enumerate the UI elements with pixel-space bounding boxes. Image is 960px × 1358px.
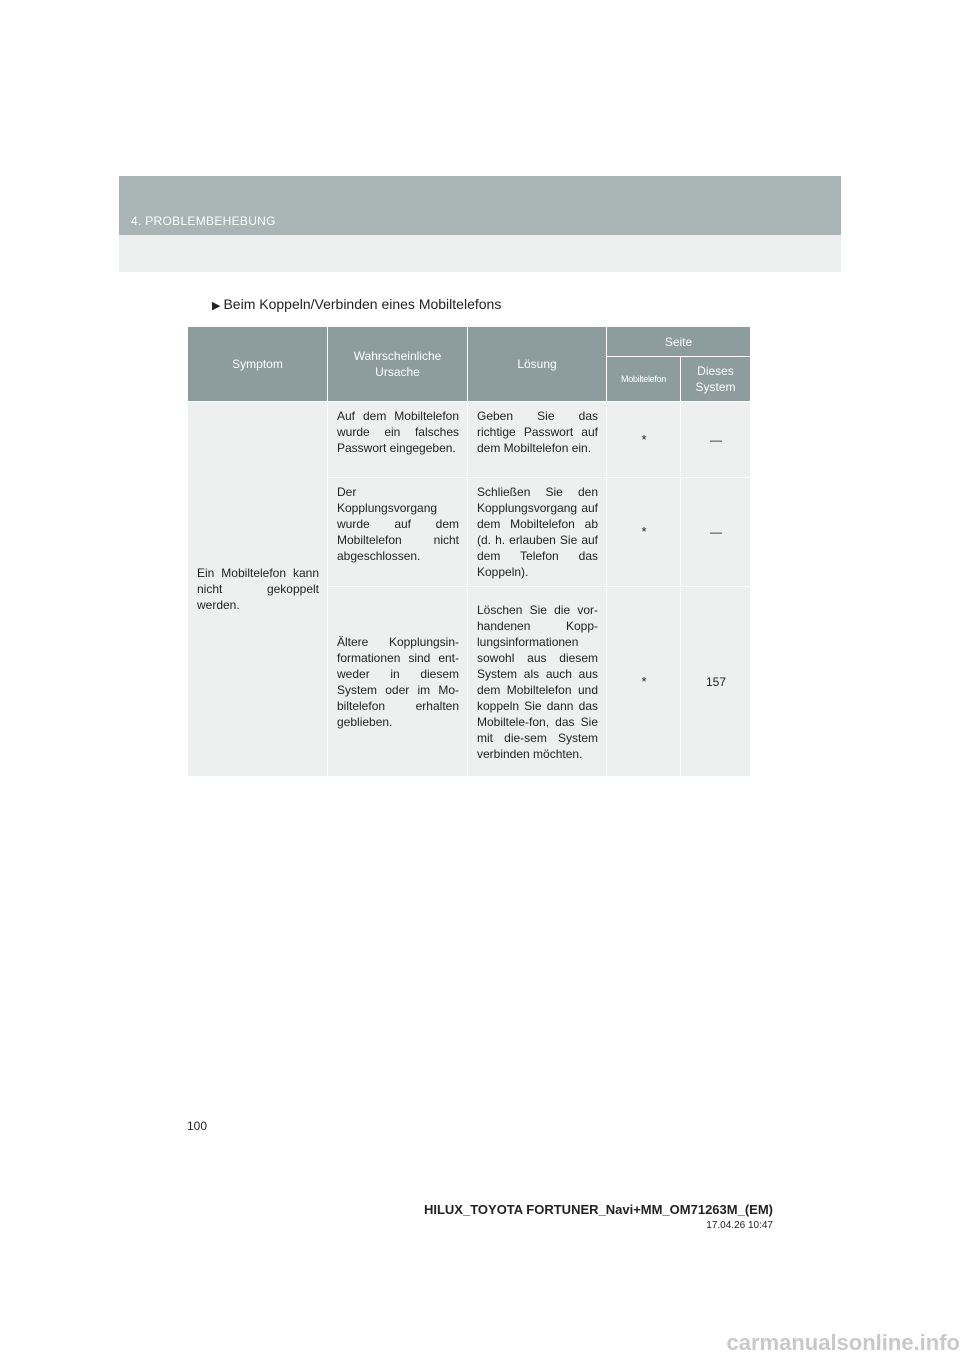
solution-cell: Schließen Sie den Kopplungsvorgang auf dem Mobiltelefon ab (d. h. erlauben Sie auf dem Telefon das Koppeln).: [468, 478, 607, 587]
section-header-band: [119, 176, 841, 235]
triangle-marker-icon: ▶: [212, 300, 221, 312]
page-system-cell: —: [681, 478, 751, 587]
document-id: HILUX_TOYOTA FORTUNER_Navi+MM_OM71263M_(EM): [423, 1202, 773, 1217]
page-phone-cell: [607, 478, 681, 587]
asterisk-marker: *: [641, 431, 647, 447]
asterisk-marker: *: [641, 673, 647, 689]
page-system-cell: —: [681, 402, 751, 478]
page-number: 100: [187, 1119, 208, 1133]
symptom-cell: Ein Mobiltelefon kann nicht gekoppelt werden.: [188, 402, 328, 777]
column-header-page: Seite: [607, 327, 751, 357]
column-header-symptom: Symptom: [188, 327, 328, 402]
table-row: [188, 402, 751, 478]
column-header-cause: Wahrscheinliche Ursache: [328, 327, 468, 402]
watermark: carmanualsonline.info: [726, 1330, 960, 1355]
cause-cell: Der Kopplungsvorgang wurde auf dem Mobiltelefon nicht abgeschlossen.: [328, 478, 468, 587]
column-header-page-system: Dieses System: [681, 357, 751, 402]
document-date: 17.04.26 10:47: [706, 1220, 773, 1231]
cause-cell: Ältere Kopplungsin-formationen sind ent-weder in diesem System oder im Mo-biltelefon erhalten geblieben.: [328, 587, 468, 777]
solution-cell: Löschen Sie die vor-handenen Kopp-lungsinformationen sowohl aus diesem System als auch aus dem Mobiltelefon und koppeln Sie dann das Mobiltele-fon, das Sie mit die-sem System verbinden möchten.: [468, 587, 607, 777]
solution-cell: Geben Sie das richtige Passwort auf dem Mobiltelefon ein.: [468, 402, 607, 478]
asterisk-marker: *: [641, 524, 647, 539]
section-header-subband: [119, 235, 841, 272]
column-header-solution: Lösung: [468, 327, 607, 402]
subsection-heading-text: Beim Koppeln/Verbinden eines Mobiltelefons: [223, 296, 502, 312]
section-title: 4. PROBLEMBEHEBUNG: [131, 214, 276, 228]
page-phone-cell: [607, 587, 681, 777]
troubleshooting-table: [187, 326, 751, 777]
subsection-heading: [212, 296, 501, 312]
page-phone-cell: [607, 402, 681, 478]
column-header-page-phone: Mobiltelefon: [607, 357, 681, 402]
cause-cell: Auf dem Mobiltelefon wurde ein falsches Passwort eingegeben.: [328, 402, 468, 478]
page-system-cell: 157: [681, 587, 751, 777]
